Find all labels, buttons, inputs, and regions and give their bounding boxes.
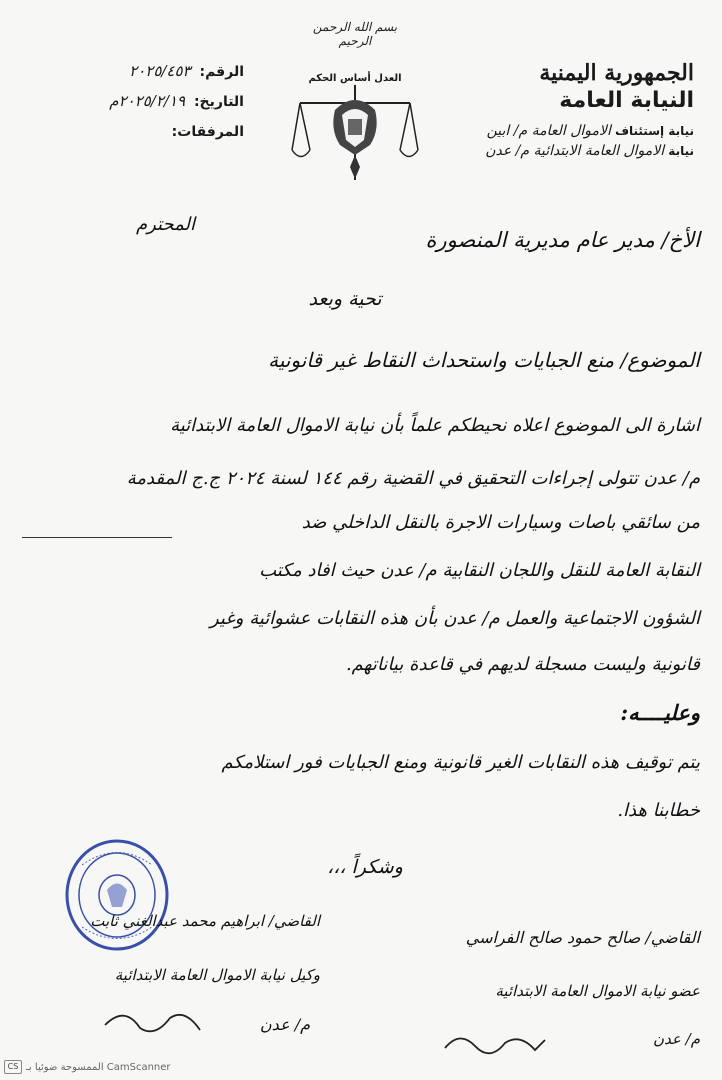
attachments-row [14, 122, 244, 140]
body-line-5: الشؤون الاجتماعية والعمل م/ عدن بأن هذه النقابات عشوائية وغير [210, 608, 700, 629]
greeting: تحية وبعد [308, 288, 382, 310]
reference-row [14, 62, 244, 80]
appeal-prosecution-label: نيابة إستئناف [615, 124, 694, 138]
left-signatory-name: القاضي/ ابراهيم محمد عبدالغني ثابت [90, 912, 320, 930]
thanks: وشكراً ،،، [327, 856, 403, 878]
attachments-label: المرفقات: [171, 124, 244, 140]
body-line-4: النقابة العامة للنقل واللجان النقابية م/ عدن حيث افاد مكتب [259, 560, 700, 581]
subject: الموضوع/ منع الجبايات واستحداث النقاط غير قانونية [268, 348, 700, 372]
respect-label: المحترم [135, 214, 195, 235]
basmala: بسم الله الرحمن الرحيم [312, 20, 398, 48]
body-line-1: اشارة الى الموضوع اعلاه نحيطكم علماً بأن نيابة الاموال العامة الابتدائية [170, 415, 700, 436]
appeal-prosecution-value: الاموال العامة م/ ابين [486, 123, 611, 139]
left-signatory-title: وكيل نيابة الاموال العامة الابتدائية [114, 966, 320, 984]
blank-rule [22, 537, 172, 538]
date-value: ٢٠٢٥/٢/١٩م [109, 92, 186, 110]
prosecution-line [464, 143, 694, 159]
right-signatory-name: القاضي/ صالح حمود صالح الفراسي [465, 928, 700, 947]
right-signature-mark [440, 1028, 550, 1058]
right-signatory-city: م/ عدن [653, 1030, 700, 1048]
date-label: التاريخ: [193, 94, 244, 110]
reference-value: ٢٠٢٥/٤٥٣ [129, 62, 191, 80]
office-name: النيابة العامة [559, 88, 694, 113]
right-signatory-title: عضو نيابة الاموال العامة الابتدائية [495, 982, 700, 1000]
emblem-motto: العدل أساس الحكم [308, 73, 402, 84]
therefore-heading: وعليــــه: [620, 700, 700, 725]
scanner-text: الممسوحة ضوئيا بـ CamScanner [26, 1061, 171, 1073]
emblem [290, 55, 420, 195]
body-line-6: قانونية وليست مسجلة لديهم في قاعدة بياناتهم. [345, 654, 700, 675]
reference-label: الرقم: [199, 64, 244, 80]
camscanner-icon: CS [4, 1060, 22, 1074]
instruction-line-2: خطابنا هذا. [617, 800, 700, 821]
letterhead-left [14, 62, 244, 152]
date-row [14, 92, 244, 110]
body-line-2: م/ عدن تتولى إجراءات التحقيق في القضية رقم ١٤٤ لسنة ٢٠٢٤ ج.ج المقدمة [126, 468, 700, 489]
left-signature-mark [100, 1000, 210, 1040]
country-name: الجمهورية اليمنية [539, 60, 694, 86]
letterhead-right [464, 60, 694, 159]
addressee: الأخ/ مدير عام مديرية المنصورة [425, 228, 700, 252]
official-seal-stamp [62, 835, 172, 955]
prosecution-label: نيابة [668, 144, 694, 158]
scanner-watermark [4, 1060, 171, 1074]
instruction-line-1: يتم توقيف هذه النقابات الغير قانونية ومنع الجبايات فور استلامكم [221, 752, 700, 773]
body-line-3: من سائقي باصات وسيارات الاجرة بالنقل الداخلي ضد [301, 512, 700, 533]
prosecution-value: الاموال العامة الابتدائية م/ عدن [485, 143, 665, 159]
appeal-prosecution-line [464, 123, 694, 139]
left-signatory-city: م/ عدن [259, 1015, 310, 1034]
